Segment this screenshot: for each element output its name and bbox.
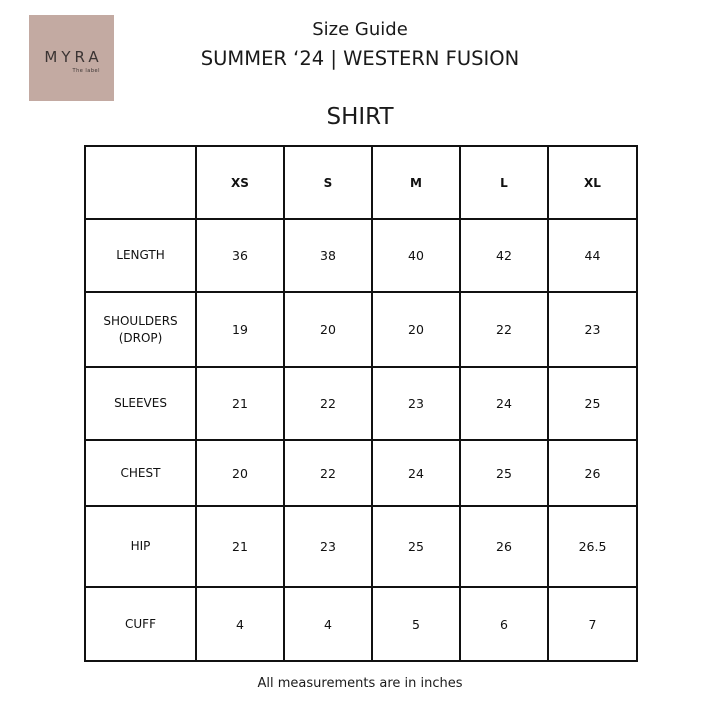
table-cell: 21: [196, 367, 284, 440]
brand-name: MYRA: [44, 48, 103, 66]
table-cell: 22: [284, 440, 372, 506]
table-cell: 24: [460, 367, 548, 440]
table-row: [85, 587, 637, 661]
table-cell: 40: [372, 219, 460, 292]
size-header-xs: XS: [196, 146, 284, 219]
table-cell: 4: [196, 587, 284, 661]
table-cell: 24: [372, 440, 460, 506]
table-cell: 25: [372, 506, 460, 587]
table-row: [85, 440, 637, 506]
table-cell: 38: [284, 219, 372, 292]
header-row: [85, 146, 637, 219]
table-cell: 22: [284, 367, 372, 440]
table-cell: 26: [548, 440, 637, 506]
measurement-note: All measurements are in inches: [257, 676, 463, 691]
table-cell: 23: [284, 506, 372, 587]
table-cell: 25: [460, 440, 548, 506]
table-cell: 26.5: [548, 506, 637, 587]
table-cell: 7: [548, 587, 637, 661]
corner-cell: [85, 146, 196, 219]
garment-title: SHIRT: [326, 104, 394, 130]
table-cell: 26: [460, 506, 548, 587]
collection-title: SUMMER ‘24 | WESTERN FUSION: [200, 47, 520, 70]
row-label-chest: CHEST: [85, 440, 196, 506]
row-label-cuff: CUFF: [85, 587, 196, 661]
table-cell: 21: [196, 506, 284, 587]
table-row: [85, 367, 637, 440]
table-cell: 20: [196, 440, 284, 506]
table-cell: 36: [196, 219, 284, 292]
table-row: [85, 292, 637, 367]
table-cell: 44: [548, 219, 637, 292]
size-header-xl: XL: [548, 146, 637, 219]
table-cell: 20: [284, 292, 372, 367]
row-label-hip: HIP: [85, 506, 196, 587]
size-chart-table: [84, 145, 638, 662]
table-cell: 23: [548, 292, 637, 367]
row-label-shoulders: SHOULDERS (DROP): [85, 292, 196, 367]
size-header-l: L: [460, 146, 548, 219]
table-cell: 19: [196, 292, 284, 367]
table-cell: 25: [548, 367, 637, 440]
table-cell: 20: [372, 292, 460, 367]
size-header-s: S: [284, 146, 372, 219]
table-row: [85, 219, 637, 292]
row-label-sleeves: SLEEVES: [85, 367, 196, 440]
table-cell: 5: [372, 587, 460, 661]
row-label-length: LENGTH: [85, 219, 196, 292]
table-cell: 4: [284, 587, 372, 661]
brand-tagline: The label: [72, 68, 100, 74]
table-cell: 22: [460, 292, 548, 367]
size-header-m: M: [372, 146, 460, 219]
page-title: Size Guide: [312, 19, 408, 40]
table-cell: 42: [460, 219, 548, 292]
table-row: [85, 506, 637, 587]
table-cell: 6: [460, 587, 548, 661]
table-cell: 23: [372, 367, 460, 440]
